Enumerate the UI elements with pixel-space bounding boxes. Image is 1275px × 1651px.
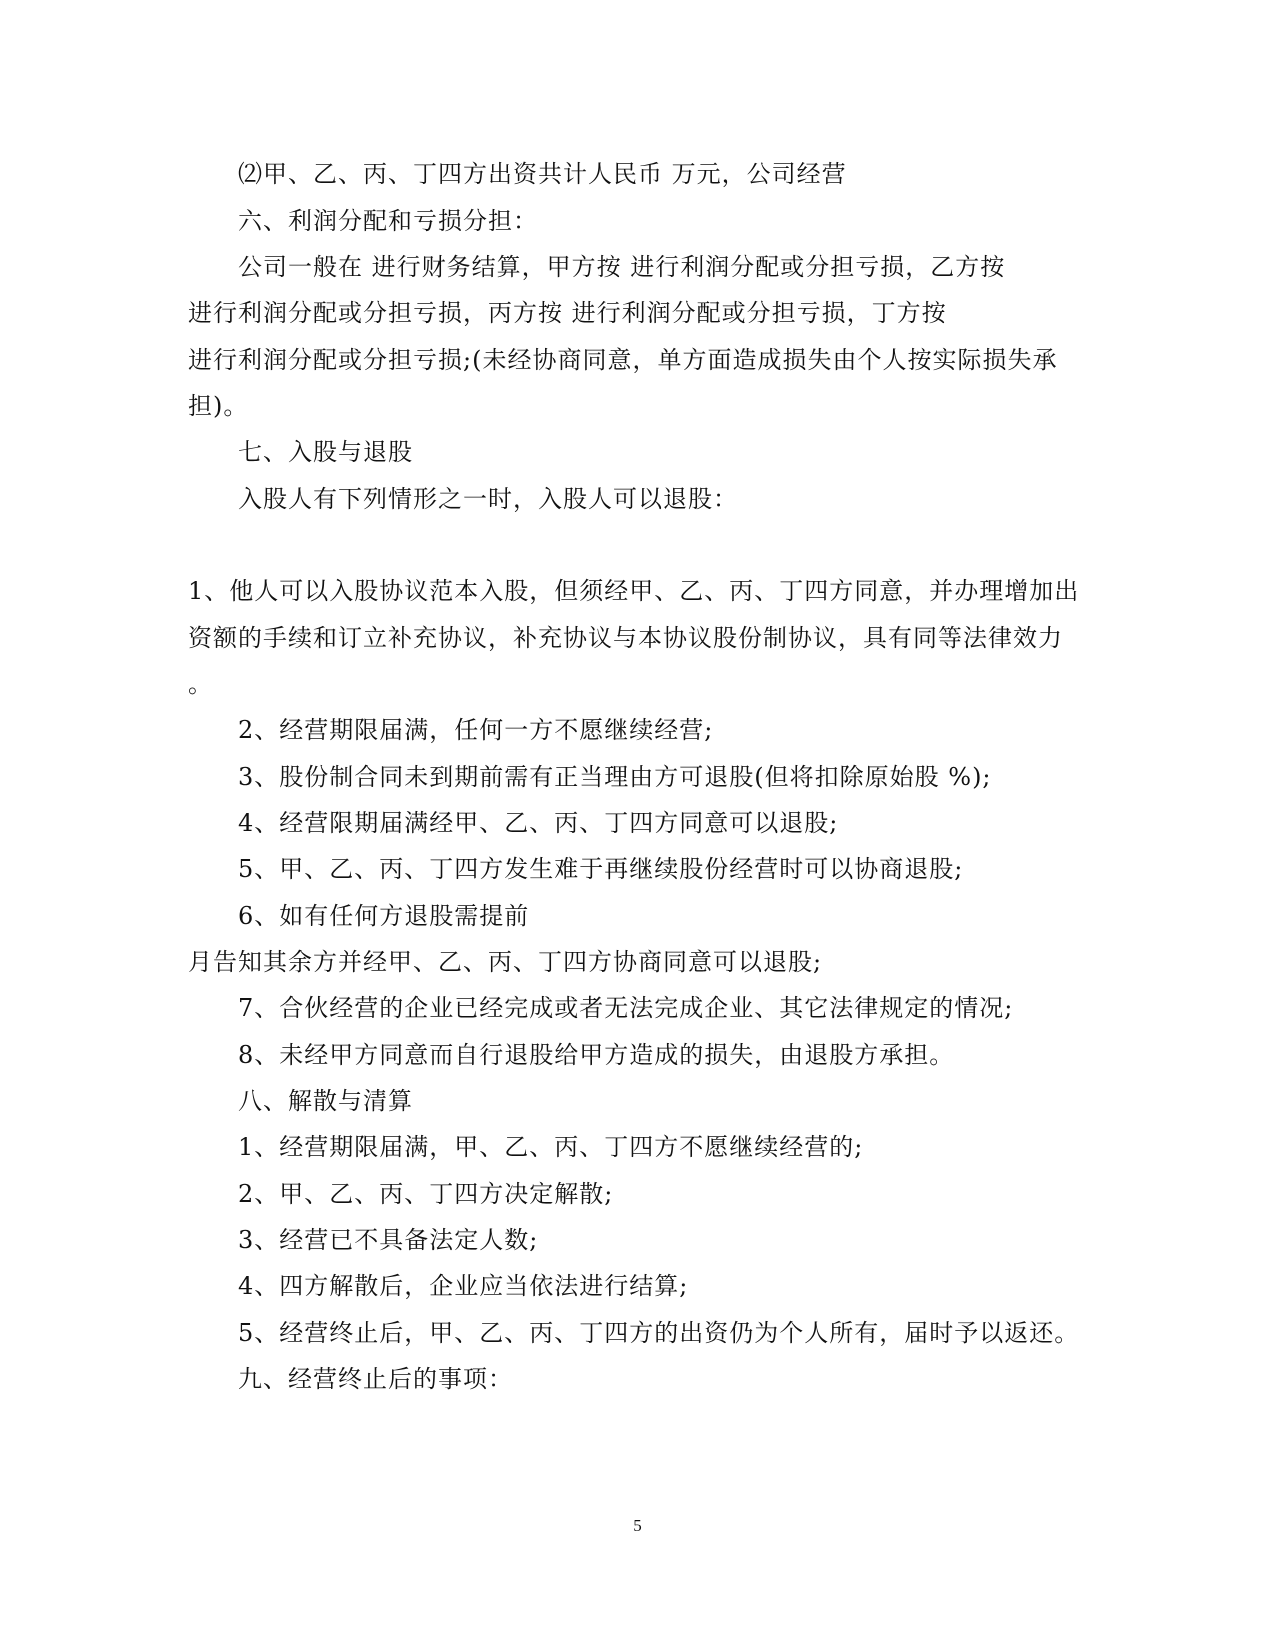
- text-line: 4、经营限期届满经甲、乙、丙、丁四方同意可以退股;: [238, 809, 839, 837]
- text-line: ⑵甲、乙、丙、丁四方出资共计人民币 万元，公司经营: [238, 160, 847, 188]
- text-line: 。: [188, 670, 213, 698]
- text-line: 2、甲、乙、丙、丁四方决定解散;: [238, 1180, 614, 1208]
- section-heading: 七、入股与退股: [238, 438, 413, 466]
- section-heading: 八、解散与清算: [238, 1087, 413, 1115]
- text-line: 6、如有任何方退股需提前: [238, 902, 530, 930]
- text-line: 入股人有下列情形之一时，入股人可以退股：: [238, 485, 738, 513]
- text-line: 公司一般在 进行财务结算，甲方按 进行利润分配或分担亏损，乙方按: [238, 253, 1006, 281]
- text-line: 1、经营期限届满，甲、乙、丙、丁四方不愿继续经营的;: [238, 1133, 864, 1161]
- text-line: 进行利润分配或分担亏损;(未经协商同意，单方面造成损失由个人按实际损失承: [188, 346, 1058, 374]
- text-line: 进行利润分配或分担亏损，丙方按 进行利润分配或分担亏损，丁方按: [188, 299, 947, 327]
- text-line: 8、未经甲方同意而自行退股给甲方造成的损失，由退股方承担。: [238, 1041, 955, 1069]
- text-line: 7、合伙经营的企业已经完成或者无法完成企业、其它法律规定的情况;: [238, 994, 1014, 1022]
- text-line: 月告知其余方并经甲、乙、丙、丁四方协商同意可以退股;: [188, 948, 823, 976]
- text-line: 1、他人可以入股协议范本入股，但须经甲、乙、丙、丁四方同意，并办理增加出: [188, 577, 1080, 605]
- page-number: 5: [633, 1516, 642, 1535]
- text-line: 3、经营已不具备法定人数;: [238, 1226, 539, 1254]
- text-line: 5、经营终止后，甲、乙、丙、丁四方的出资仍为个人所有，届时予以返还。: [238, 1319, 1080, 1347]
- text-line: 2、经营期限届满，任何一方不愿继续经营;: [238, 716, 714, 744]
- section-heading: 六、利润分配和亏损分担：: [238, 207, 538, 235]
- text-line: 5、甲、乙、丙、丁四方发生难于再继续股份经营时可以协商退股;: [238, 855, 964, 883]
- section-heading: 九、经营终止后的事项：: [238, 1365, 513, 1393]
- text-line: 3、股份制合同未到期前需有正当理由方可退股(但将扣除原始股 %);: [238, 763, 992, 791]
- text-line: 担)。: [188, 392, 249, 420]
- text-line: 资额的手续和订立补充协议，补充协议与本协议股份制协议，具有同等法律效力: [188, 624, 1063, 652]
- text-line: 4、四方解散后，企业应当依法进行结算;: [238, 1272, 689, 1300]
